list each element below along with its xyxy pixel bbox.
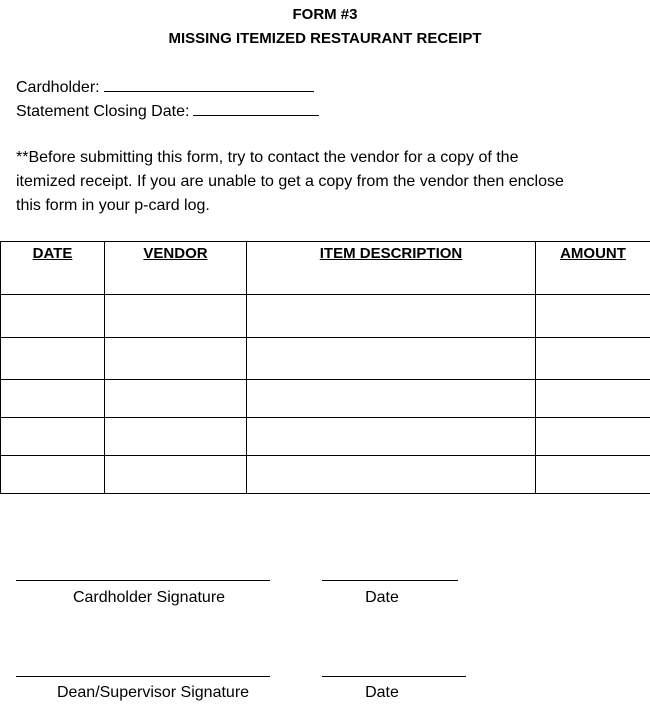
vendor-cell[interactable]: [105, 380, 247, 418]
closing-date-field: [16, 101, 319, 121]
receipt-items-table: [0, 241, 650, 494]
item-description-cell[interactable]: [247, 338, 536, 380]
instructions-line: itemized receipt. If you are unable to get a copy from the vendor then enclose: [16, 173, 564, 190]
table-row: [1, 295, 650, 338]
instructions-line: **Before submitting this form, try to contact the vendor for a copy of the: [16, 149, 519, 166]
table-row: [1, 338, 650, 380]
cardholder-signature-line[interactable]: [16, 580, 270, 581]
instructions: [16, 146, 576, 218]
item-description-cell[interactable]: [247, 456, 536, 494]
column-header-date: DATE: [1, 242, 105, 295]
form-number: FORM #3: [292, 6, 358, 23]
vendor-cell[interactable]: [105, 338, 247, 380]
table-row: [1, 380, 650, 418]
vendor-cell[interactable]: [105, 295, 247, 338]
table-header-row: [1, 242, 650, 295]
column-header-vendor: VENDOR: [105, 242, 247, 295]
amount-cell[interactable]: [536, 456, 650, 494]
amount-cell[interactable]: [536, 338, 650, 380]
cardholder-signature-label: Cardholder Signature: [72, 589, 226, 606]
form-title: MISSING ITEMIZED RESTAURANT RECEIPT: [168, 30, 482, 47]
vendor-cell[interactable]: [105, 418, 247, 456]
supervisor-signature-line[interactable]: [16, 676, 270, 677]
date-cell[interactable]: [1, 456, 105, 494]
closing-date-label: Statement Closing Date:: [16, 103, 190, 120]
cardholder-blank[interactable]: [104, 77, 314, 92]
table-row: [1, 456, 650, 494]
cardholder-label: Cardholder:: [16, 79, 100, 96]
cardholder-date-line[interactable]: [322, 580, 458, 581]
column-header-item-description: ITEM DESCRIPTION: [247, 242, 536, 295]
item-description-cell[interactable]: [247, 418, 536, 456]
cardholder-field: [16, 77, 314, 97]
date-cell[interactable]: [1, 338, 105, 380]
amount-cell[interactable]: [536, 380, 650, 418]
supervisor-date-line[interactable]: [322, 676, 466, 677]
cardholder-date-label: Date: [365, 589, 399, 606]
closing-date-blank[interactable]: [193, 101, 319, 116]
table-row: [1, 418, 650, 456]
amount-cell[interactable]: [536, 295, 650, 338]
item-description-cell[interactable]: [247, 295, 536, 338]
instructions-line: this form in your p-card log.: [16, 197, 210, 214]
amount-cell[interactable]: [536, 418, 650, 456]
column-header-amount: AMOUNT: [536, 242, 650, 295]
date-cell[interactable]: [1, 418, 105, 456]
supervisor-signature-label: Dean/Supervisor Signature: [56, 684, 250, 701]
vendor-cell[interactable]: [105, 456, 247, 494]
item-description-cell[interactable]: [247, 380, 536, 418]
supervisor-date-label: Date: [365, 684, 399, 701]
date-cell[interactable]: [1, 380, 105, 418]
date-cell[interactable]: [1, 295, 105, 338]
